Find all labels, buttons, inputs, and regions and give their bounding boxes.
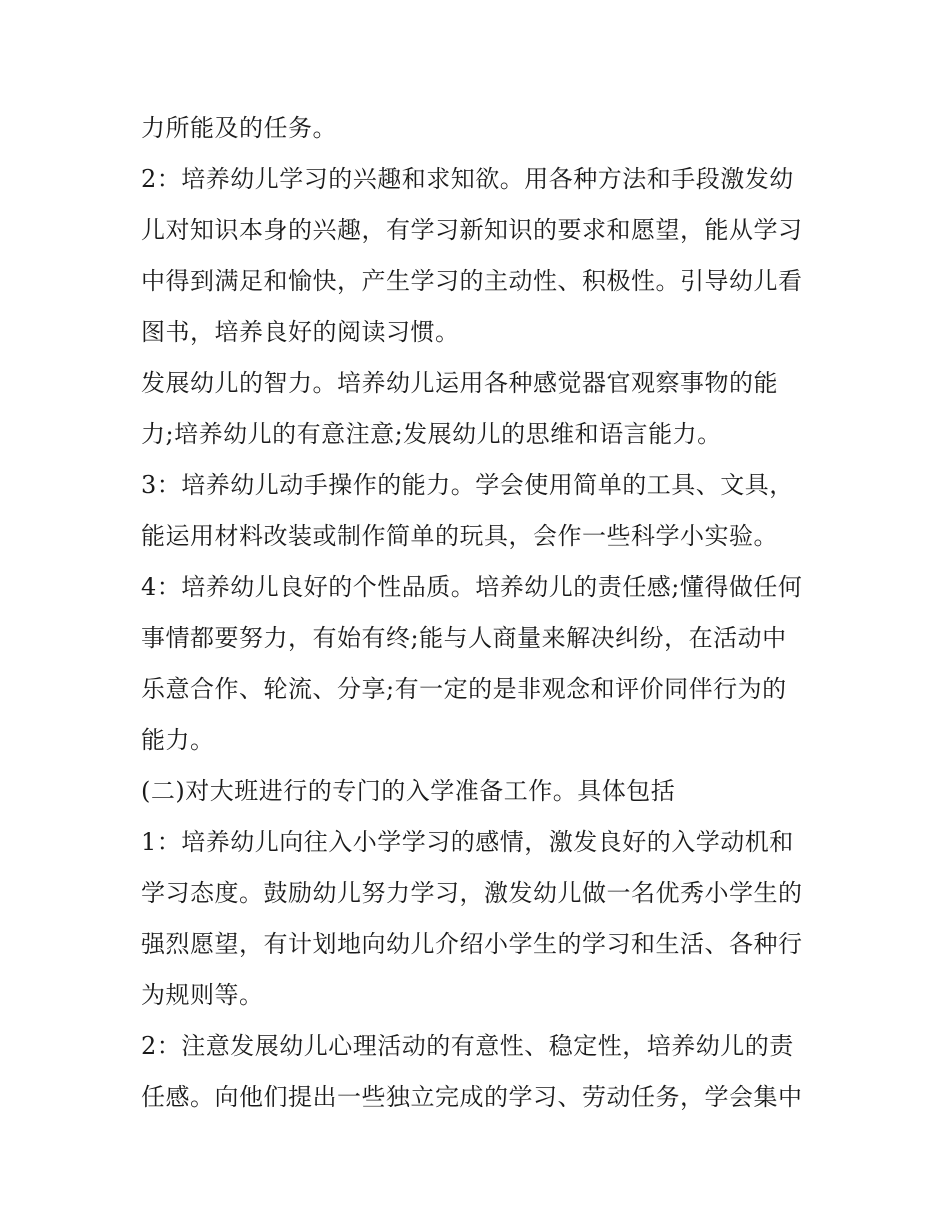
text-line: 图书，培养良好的阅读习惯。 — [141, 318, 460, 346]
text-line: 力所能及的任务。 — [141, 114, 337, 142]
text-line: 为规则等。 — [141, 981, 264, 1009]
text-line: 发展幼儿的智力。培养幼儿运用各种感觉器官观察事物的能 — [141, 369, 778, 397]
text-line: (二)对大班进行的专门的入学准备工作。具体包括 — [141, 777, 676, 805]
text-line: 乐意合作、轮流、分享;有一定的是非观念和评价同伴行为的 — [141, 675, 787, 703]
text-line: 事情都要努力，有始有终;能与人商量来解决纠纷，在活动中 — [141, 624, 787, 652]
text-line: 1：培养幼儿向往入小学学习的感情，激发良好的入学动机和 — [141, 828, 794, 856]
text-line: 能运用材料改装或制作简单的玩具，会作一些科学小实验。 — [141, 522, 778, 550]
text-line: 力;培养幼儿的有意注意;发展幼儿的思维和语言能力。 — [141, 420, 722, 448]
text-line: 中得到满足和愉快，产生学习的主动性、积极性。引导幼儿看 — [141, 267, 803, 295]
text-line: 3：培养幼儿动手操作的能力。学会使用简单的工具、文具， — [141, 471, 794, 499]
text-line: 任感。向他们提出一些独立完成的学习、劳动任务，学会集中 — [141, 1083, 803, 1111]
text-line: 4：培养幼儿良好的个性品质。培养幼儿的责任感;懂得做任何 — [141, 573, 803, 601]
text-line: 学习态度。鼓励幼儿努力学习，激发幼儿做一名优秀小学生的 — [141, 879, 803, 907]
text-line: 能力。 — [141, 726, 215, 754]
text-line: 儿对知识本身的兴趣，有学习新知识的要求和愿望，能从学习 — [141, 216, 803, 244]
text-line: 2：培养幼儿学习的兴趣和求知欲。用各种方法和手段激发幼 — [141, 165, 794, 193]
text-line: 强烈愿望，有计划地向幼儿介绍小学生的学习和生活、各种行 — [141, 930, 803, 958]
text-line: 2：注意发展幼儿心理活动的有意性、稳定性，培养幼儿的责 — [141, 1032, 794, 1060]
document-body — [141, 103, 821, 1123]
